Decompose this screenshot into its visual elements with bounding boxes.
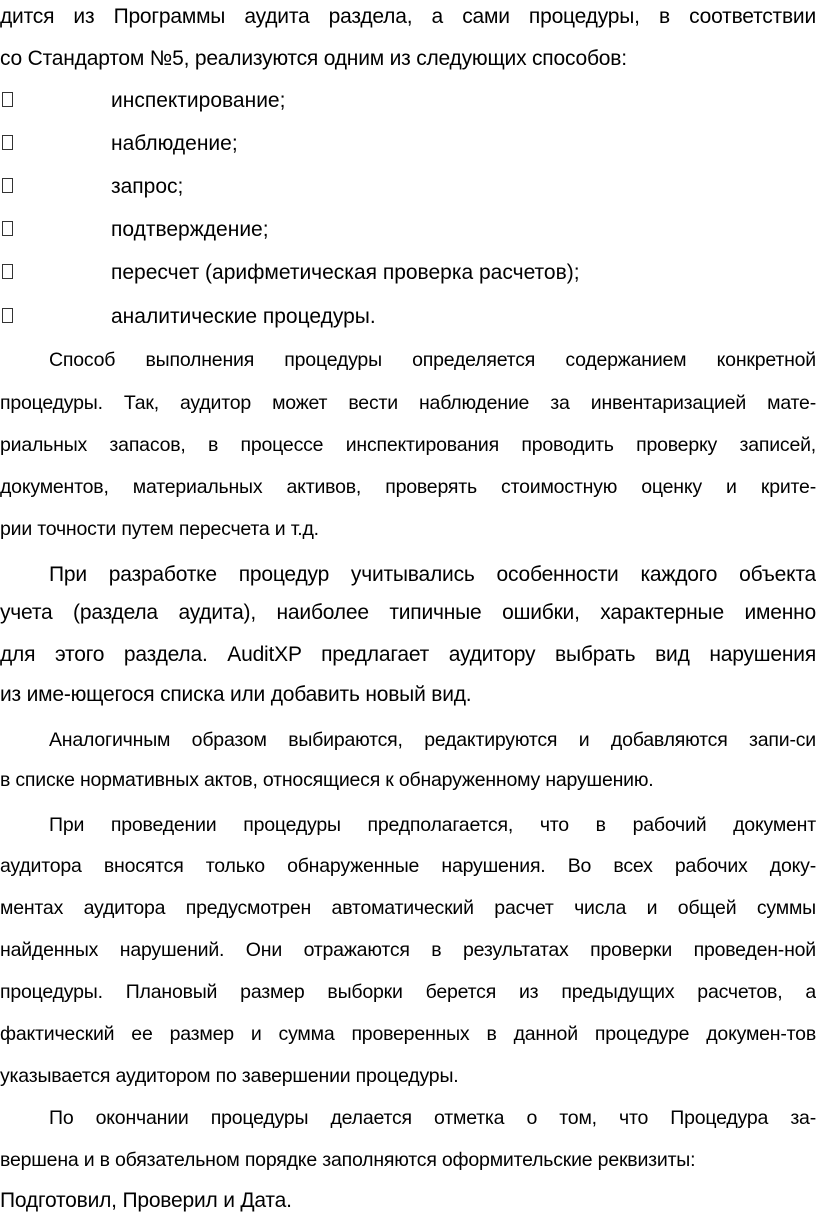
paragraph-line: аудитора вносятся только обнаруженные нарушения. Во всех рабочих доку-: [0, 855, 816, 877]
paragraph-line: Аналогичным образом выбираются, редактируются и добавляются запи-си: [49, 729, 816, 751]
paragraph-line: рии точности путем пересчета и т.д.: [0, 518, 319, 540]
list-item: [0, 302, 816, 332]
paragraph-line: документов, материальных активов, проверять стоимостную оценку и крите-: [0, 476, 816, 498]
paragraph-line: Способ выполнения процедуры определяется содержанием конкретной: [49, 349, 816, 371]
paragraph-line: процедуры. Так, аудитор может вести наблюдение за инвентаризацией мате-: [0, 392, 816, 414]
paragraph-line: Подготовил, Проверил и Дата.: [0, 1189, 292, 1212]
bullet-box-icon: [2, 221, 13, 236]
paragraph-line: из име-ющегося списка или добавить новый вид.: [0, 683, 472, 706]
list-item-text: инспектирование;: [111, 89, 286, 112]
paragraph-line: ментах аудитора предусмотрен автоматический расчет числа и общей суммы: [0, 897, 816, 919]
list-item-text: наблюдение;: [111, 132, 238, 155]
list-item: [0, 258, 816, 288]
list-item-text: аналитические процедуры.: [111, 305, 376, 328]
list-item-text: запрос;: [111, 175, 184, 198]
text-line: со Стандартом №5, реализуются одним из следующих способов:: [0, 47, 627, 70]
list-item-text: пересчет (арифметическая проверка расчетов);: [111, 261, 580, 284]
paragraph-line: фактический ее размер и сумма проверенных в данной процедуре докумен-тов: [0, 1023, 816, 1045]
bullet-box-icon: [2, 92, 13, 107]
bullet-box-icon: [2, 178, 13, 193]
paragraph-line: найденных нарушений. Они отражаются в результатах проверки проведен-ной: [0, 939, 816, 961]
bullet-box-icon: [2, 264, 13, 279]
text-line: дится из Программы аудита раздела, а сами процедуры, в соответствии: [0, 5, 816, 28]
list-item: [0, 172, 816, 202]
paragraph-line: в списке нормативных актов, относящиеся к обнаруженному нарушению.: [0, 769, 654, 791]
bullet-box-icon: [2, 308, 13, 323]
list-item-text: подтверждение;: [111, 218, 269, 241]
paragraph-line: процедуры. Плановый размер выборки берется из предыдущих расчетов, а: [0, 981, 816, 1003]
paragraph-line: риальных запасов, в процессе инспектирования проводить проверку записей,: [0, 434, 816, 456]
paragraph-line: указывается аудитором по завершении процедуры.: [0, 1065, 459, 1087]
paragraph-line: При разработке процедур учитывались особенности каждого объекта: [49, 563, 816, 586]
list-item: [0, 129, 816, 159]
bullet-box-icon: [2, 135, 13, 150]
list-item: [0, 215, 816, 245]
paragraph-line: для этого раздела. AuditXP предлагает аудитору выбрать вид нарушения: [0, 643, 816, 666]
paragraph-line: По окончании процедуры делается отметка о том, что Процедура за-: [49, 1107, 816, 1129]
paragraph-line: вершена и в обязательном порядке заполняются оформительские реквизиты:: [0, 1149, 696, 1171]
paragraph-line: При проведении процедуры предполагается, что в рабочий документ: [49, 814, 816, 836]
paragraph-line: учета (раздела аудита), наиболее типичные ошибки, характерные именно: [0, 601, 816, 624]
list-item: [0, 86, 816, 116]
